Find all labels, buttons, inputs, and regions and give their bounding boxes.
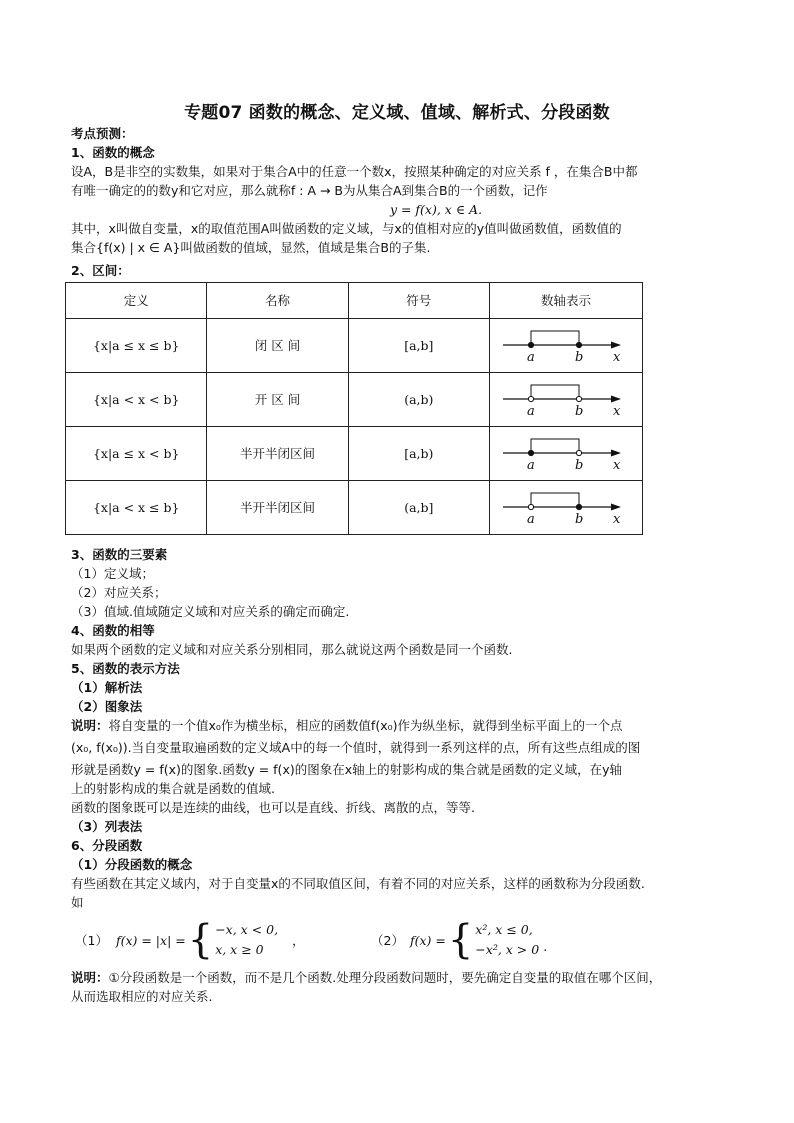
number-line-cell bbox=[490, 319, 643, 373]
header-cell: 名称 bbox=[207, 283, 348, 319]
label-x: x bbox=[613, 458, 621, 473]
note-label: 说明： bbox=[71, 970, 109, 985]
interval-bracket bbox=[531, 385, 579, 399]
label-x: x bbox=[613, 350, 621, 365]
preview-label: 考点预测： bbox=[71, 126, 134, 141]
number-line-cell bbox=[490, 427, 643, 481]
interval-bracket bbox=[531, 331, 579, 345]
section-heading-1: 1、函数的概念 bbox=[71, 145, 155, 160]
name-cell: 闭 区 间 bbox=[207, 319, 348, 373]
arrow-icon bbox=[611, 396, 621, 403]
piecewise-examples bbox=[71, 918, 741, 962]
s6-subheading: （1）分段函数的概念 bbox=[71, 857, 193, 872]
table-header-row bbox=[66, 283, 643, 319]
document-body bbox=[71, 124, 741, 1006]
s6-note-line1 bbox=[71, 968, 741, 987]
example-1-label: （1） bbox=[75, 932, 108, 948]
s5-note-line2: (x₀, f(x₀)).当自变量取遍函数的定义域A中的每一个值时，就得到一系列这样的点，所有这些点组成的图 bbox=[71, 740, 641, 755]
symbol-cell: [a,b] bbox=[348, 319, 489, 373]
table-row bbox=[66, 373, 643, 427]
symbol-cell: (a,b] bbox=[348, 481, 489, 535]
name-cell: 半开半闭区间 bbox=[207, 427, 348, 481]
example-2 bbox=[371, 917, 548, 963]
section-heading-3: 3、函数的三要素 bbox=[71, 547, 168, 562]
s3-item: （2）对应关系； bbox=[71, 585, 167, 600]
s1-line3: 其中，x叫做自变量，x的取值范围A叫做函数的定义域，与x的值相对应的y值叫做函数值，函数值的 bbox=[71, 221, 622, 236]
table-row bbox=[66, 481, 643, 535]
label-b: b bbox=[575, 350, 584, 365]
arrow-icon bbox=[611, 504, 621, 511]
endpoint-b-dot bbox=[576, 450, 581, 455]
case-row: −x², x > 0 bbox=[475, 942, 540, 957]
endpoint-b-dot bbox=[576, 342, 581, 347]
def-cell: {x|a ≤ x < b} bbox=[66, 427, 207, 481]
header-cell: 符号 bbox=[348, 283, 489, 319]
s5-note-line3: 形就是函数y = f(x)的图象.函数y = f(x)的图象在x轴上的射影构成的集合就是函数的定义域，在y轴 bbox=[71, 762, 623, 777]
label-a: a bbox=[527, 350, 535, 365]
def-cell: {x|a < x ≤ b} bbox=[66, 481, 207, 535]
example-1 bbox=[71, 917, 371, 963]
note-label: 说明： bbox=[71, 718, 109, 733]
method-graph: （2）图象法 bbox=[71, 699, 143, 714]
case-row: x², x ≤ 0, bbox=[475, 922, 533, 937]
s5-note-line5: 函数的图象既可以是连续的曲线，也可以是直线、折线、离散的点，等等. bbox=[71, 800, 475, 815]
endpoint-a-dot bbox=[528, 504, 533, 509]
number-line-diagram bbox=[491, 373, 641, 421]
arrow-icon bbox=[611, 450, 621, 457]
label-x: x bbox=[613, 404, 621, 419]
label-b: b bbox=[575, 404, 584, 419]
s3-item: （3）值域.值域随定义域和对应关系的确定而确定. bbox=[71, 604, 350, 619]
table-row bbox=[66, 319, 643, 373]
s1-line4: 集合{f(x) | x ∈ A}叫做函数的值域，显然，值域是集合B的子集. bbox=[71, 240, 431, 255]
endpoint-a-dot bbox=[528, 450, 533, 455]
s1-line2: 有唯一确定的的数y和它对应，那么就称f : A → B为从集合A到集合B的一个函数，记作 bbox=[71, 183, 548, 198]
symbol-cell: (a,b) bbox=[348, 373, 489, 427]
interval-bracket bbox=[531, 493, 579, 507]
left-brace-icon: { bbox=[187, 917, 214, 963]
section-heading-2: 2、区间： bbox=[71, 263, 130, 278]
s6-note-text: ①分段函数是一个函数，而不是几个函数.处理分段函数问题时，要先确定自变量的取值在哪个区间， bbox=[108, 970, 662, 985]
s4-text: 如果两个函数的定义域和对应关系分别相同，那么就说这两个函数是同一个函数. bbox=[71, 642, 513, 657]
case-row: −x, x < 0, bbox=[215, 922, 279, 937]
example-2-cases bbox=[475, 920, 539, 960]
section-heading-4: 4、函数的相等 bbox=[71, 623, 155, 638]
number-line-diagram bbox=[491, 481, 641, 529]
label-b: b bbox=[575, 512, 584, 527]
s6-note-line2: 从而选取相应的对应关系. bbox=[71, 989, 213, 1004]
symbol-cell: [a,b) bbox=[348, 427, 489, 481]
number-line-cell bbox=[490, 481, 643, 535]
page-title: 专题07 函数的概念、定义域、值域、解析式、分段函数 bbox=[184, 103, 610, 123]
interval-table bbox=[65, 282, 643, 535]
label-b: b bbox=[575, 458, 584, 473]
s1-line1: 设A，B是非空的实数集，如果对于集合A中的任意一个数x，按照某种确定的对应关系 f ，在集合B中都 bbox=[71, 164, 638, 179]
name-cell: 开 区 间 bbox=[207, 373, 348, 427]
s3-item: （1）定义域； bbox=[71, 566, 154, 581]
example-2-label: （2） bbox=[371, 932, 404, 948]
section-heading-6: 6、分段函数 bbox=[71, 838, 143, 853]
table-row bbox=[66, 427, 643, 481]
method-analytic: （1）解析法 bbox=[71, 680, 143, 695]
label-a: a bbox=[527, 404, 535, 419]
section-heading-5: 5、函数的表示方法 bbox=[71, 661, 180, 676]
endpoint-a-dot bbox=[528, 342, 533, 347]
endpoint-b-dot bbox=[576, 396, 581, 401]
endpoint-b-dot bbox=[576, 504, 581, 509]
example-1-lhs: f(x) = |x| = bbox=[115, 932, 186, 948]
label-a: a bbox=[527, 512, 535, 527]
number-line-cell bbox=[490, 373, 643, 427]
s6-text1: 有些函数在其定义域内，对于自变量x的不同取值区间，有着不同的对应关系，这样的函数称为分段函数. bbox=[71, 876, 645, 891]
header-cell: 定义 bbox=[66, 283, 207, 319]
def-cell: {x|a ≤ x ≤ b} bbox=[66, 319, 207, 373]
label-x: x bbox=[613, 512, 621, 527]
example-2-lhs: f(x) = bbox=[409, 932, 446, 948]
s1-formula: y = f(x), x ∈ A. bbox=[389, 202, 483, 217]
def-cell: {x|a < x < b} bbox=[66, 373, 207, 427]
method-table: （3）列表法 bbox=[71, 819, 143, 834]
endpoint-a-dot bbox=[528, 396, 533, 401]
s5-note-line1 bbox=[71, 716, 741, 735]
example-1-cases bbox=[215, 920, 278, 960]
example-1-tail: ， bbox=[292, 932, 305, 948]
s5-note-text: 将自变量的一个值x₀作为横坐标，相应的函数值f(x₀)作为纵坐标，就得到坐标平面上的一个点 bbox=[108, 718, 623, 733]
header-cell: 数轴表示 bbox=[490, 283, 643, 319]
name-cell: 半开半闭区间 bbox=[207, 481, 348, 535]
label-a: a bbox=[527, 458, 535, 473]
arrow-icon bbox=[611, 342, 621, 349]
interval-bracket bbox=[531, 439, 579, 453]
s5-note-line4: 上的射影构成的集合就是函数的值域. bbox=[71, 781, 275, 796]
s6-text2: 如 bbox=[71, 895, 84, 910]
number-line-diagram bbox=[491, 319, 641, 367]
number-line-diagram bbox=[491, 427, 641, 475]
left-brace-icon: { bbox=[447, 917, 474, 963]
case-row: x, x ≥ 0 bbox=[215, 942, 264, 957]
example-2-tail: . bbox=[543, 939, 548, 954]
